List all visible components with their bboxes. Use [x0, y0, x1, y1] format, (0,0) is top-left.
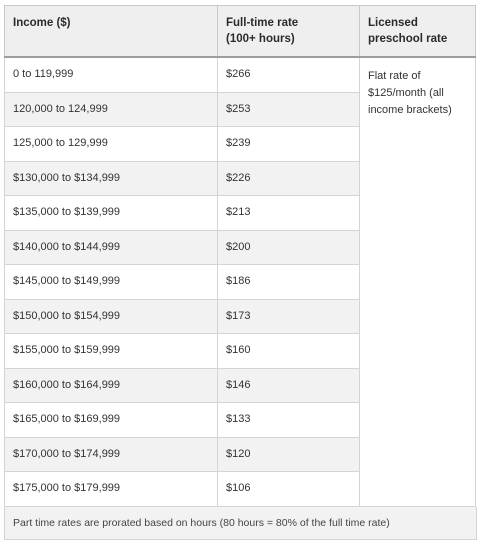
income-bracket-cell: 0 to 119,999 [5, 57, 218, 92]
full-time-rate-cell: $253 [218, 92, 360, 127]
full-time-rate-cell: $213 [218, 196, 360, 231]
income-bracket-cell: $165,000 to $169,999 [5, 403, 218, 438]
income-column-header: Income ($) [5, 6, 218, 58]
full-time-rate-cell: $173 [218, 299, 360, 334]
full-time-rate-cell: $239 [218, 127, 360, 162]
full-time-rate-cell: $120 [218, 437, 360, 472]
income-bracket-cell: 120,000 to 124,999 [5, 92, 218, 127]
full-time-rate-cell: $160 [218, 334, 360, 369]
income-bracket-cell: $175,000 to $179,999 [5, 472, 218, 507]
income-bracket-cell: $140,000 to $144,999 [5, 230, 218, 265]
income-bracket-cell: $170,000 to $174,999 [5, 437, 218, 472]
income-bracket-cell: $155,000 to $159,999 [5, 334, 218, 369]
table-row [5, 57, 476, 92]
income-bracket-cell: $150,000 to $154,999 [5, 299, 218, 334]
full-time-rate-column-header: Full-time rate (100+ hours) [218, 6, 360, 58]
full-time-rate-cell: $106 [218, 472, 360, 507]
income-bracket-cell: 125,000 to 129,999 [5, 127, 218, 162]
preschool-rate-column-header: Licensed preschool rate [360, 6, 476, 58]
income-bracket-cell: $135,000 to $139,999 [5, 196, 218, 231]
footnote: Part time rates are prorated based on hours (80 hours = 80% of the full time rate) [4, 507, 477, 540]
table-body [5, 57, 476, 506]
income-bracket-cell: $130,000 to $134,999 [5, 161, 218, 196]
full-time-rate-cell: $266 [218, 57, 360, 92]
full-time-rate-cell: $146 [218, 368, 360, 403]
full-time-rate-cell: $186 [218, 265, 360, 300]
preschool-flat-rate-cell: Flat rate of $125/month (all income brackets) [360, 57, 476, 506]
childcare-rates-table [4, 5, 476, 507]
table-header-row [5, 6, 476, 58]
rates-table-container [4, 5, 475, 540]
full-time-rate-cell: $226 [218, 161, 360, 196]
full-time-rate-cell: $133 [218, 403, 360, 438]
income-bracket-cell: $160,000 to $164,999 [5, 368, 218, 403]
income-bracket-cell: $145,000 to $149,999 [5, 265, 218, 300]
full-time-rate-cell: $200 [218, 230, 360, 265]
